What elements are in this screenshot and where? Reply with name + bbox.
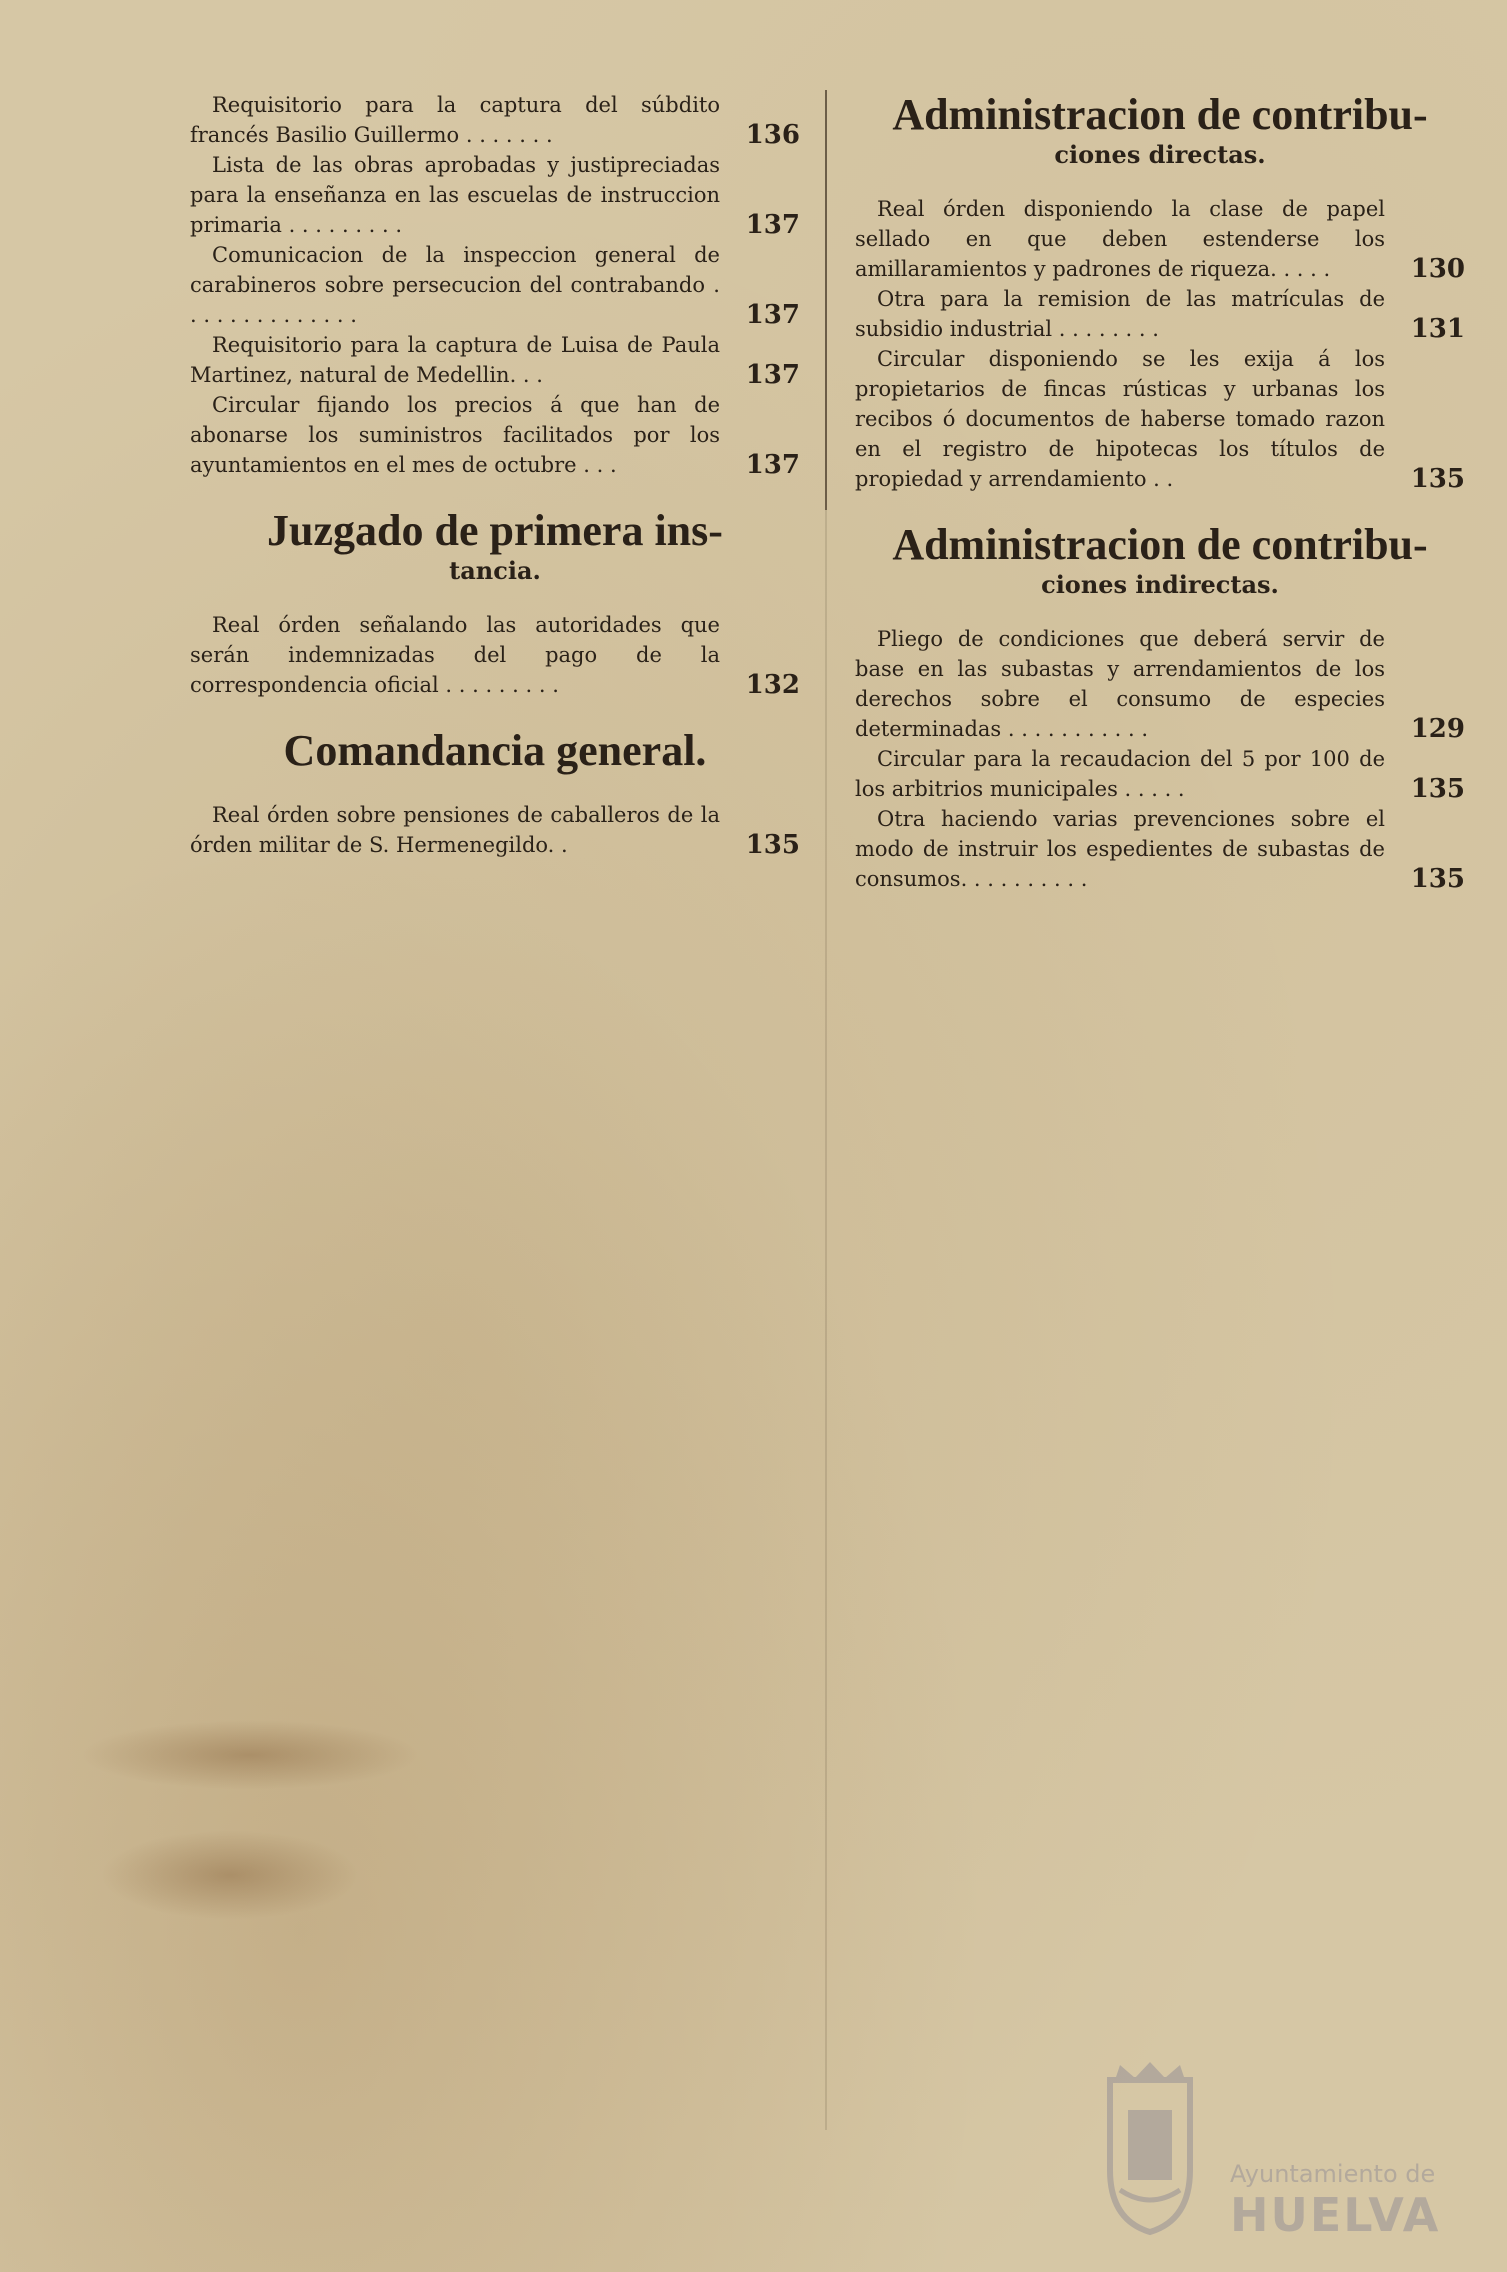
- watermark-title: HUELVA: [1230, 2188, 1441, 2242]
- entry-page-number: 137: [745, 450, 800, 480]
- entry-page-number: 135: [1410, 774, 1465, 804]
- index-entry: [190, 240, 800, 330]
- index-entry: [855, 194, 1465, 284]
- entry-page-number: 129: [1410, 714, 1465, 744]
- entry-page-number: 132: [745, 670, 800, 700]
- section-title-continuation: ciones directas.: [1054, 140, 1266, 169]
- index-entry: [190, 390, 800, 480]
- entry-text: Requisitorio para la captura de Luisa de Paula Martinez, natural de Medellin. . .: [190, 333, 720, 387]
- entry-page-number: 131: [1410, 314, 1465, 344]
- index-entry: [190, 150, 800, 240]
- entry-page-number: 137: [745, 300, 800, 330]
- entry-page-number: 136: [745, 120, 800, 150]
- index-entry: [855, 344, 1465, 494]
- right-column: [855, 90, 1465, 894]
- entry-text: Lista de las obras aprobadas y justipreciadas para la enseñanza en las escuelas de instruccion primaria . . . . . . . . .: [190, 153, 720, 237]
- index-entry: [190, 90, 800, 150]
- watermark: [1090, 2060, 1450, 2240]
- entry-page-number: 137: [745, 210, 800, 240]
- index-entry: [190, 330, 800, 390]
- left-column: [190, 90, 800, 860]
- entry-text: Circular para la recaudacion del 5 por 100 de los arbitrios municipales . . . . .: [855, 747, 1385, 801]
- index-entry: [855, 624, 1465, 744]
- column-divider: [825, 90, 827, 510]
- column-divider-faint: [825, 510, 827, 2130]
- crest-icon: [1090, 2060, 1210, 2240]
- entry-text: Pliego de condiciones que deberá servir de base en las subastas y arrendamientos de los derechos sobre el consumo de especies determinadas . . . . . . . . . . .: [855, 627, 1385, 741]
- entry-page-number: 135: [1410, 864, 1465, 894]
- entry-page-number: 130: [1410, 254, 1465, 284]
- entry-page-number: 135: [745, 830, 800, 860]
- watermark-text: Ayuntamiento de: [1230, 2160, 1436, 2188]
- entry-text: Real órden señalando las autoridades que serán indemnizadas del pago de la correspondencia oficial . . . . . . . . .: [190, 613, 720, 697]
- section-title-continuation: ciones indirectas.: [1041, 570, 1279, 599]
- section-title: Comandancia general.: [283, 726, 707, 775]
- section-title: Administracion de contribu-: [892, 90, 1428, 139]
- entry-text: Circular fijando los precios á que han de abonarse los suministros facilitados por los ayuntamientos en el mes de octubre . . .: [190, 393, 720, 477]
- paper-stain: [80, 1720, 420, 1790]
- entry-text: Comunicacion de la inspeccion general de carabineros sobre persecucion del contrabando . . . . . . . . . . . . . .: [190, 243, 720, 327]
- entry-text: Otra para la remision de las matrículas de subsidio industrial . . . . . . . .: [855, 287, 1385, 341]
- entry-page-number: 137: [745, 360, 800, 390]
- entry-text: Real órden disponiendo la clase de papel sellado en que deben estenderse los amillaramientos y padrones de riqueza. . . . .: [855, 197, 1385, 281]
- section-title-continuation: tancia.: [449, 556, 541, 585]
- index-entry: [855, 804, 1465, 894]
- entry-text: Circular disponiendo se les exija á los propietarios de fincas rústicas y urbanas los recibos ó documentos de haberse tomado razon en el registro de hipotecas los títulos de propiedad y arrendamiento . .: [855, 347, 1385, 491]
- index-entry: [855, 284, 1465, 344]
- section-title: Administracion de contribu-: [892, 520, 1428, 569]
- entry-text: Requisitorio para la captura del súbdito francés Basilio Guillermo . . . . . . .: [190, 93, 720, 147]
- index-entry: [190, 800, 800, 860]
- section-title: Juzgado de primera ins-: [267, 506, 723, 555]
- entry-text: Real órden sobre pensiones de caballeros de la órden militar de S. Hermenegildo. .: [190, 803, 720, 857]
- entry-page-number: 135: [1410, 464, 1465, 494]
- entry-text: Otra haciendo varias prevenciones sobre el modo de instruir los espedientes de subastas de consumos. . . . . . . . . .: [855, 807, 1385, 891]
- paper-stain: [100, 1830, 360, 1920]
- index-entry: [855, 744, 1465, 804]
- index-entry: [190, 610, 800, 700]
